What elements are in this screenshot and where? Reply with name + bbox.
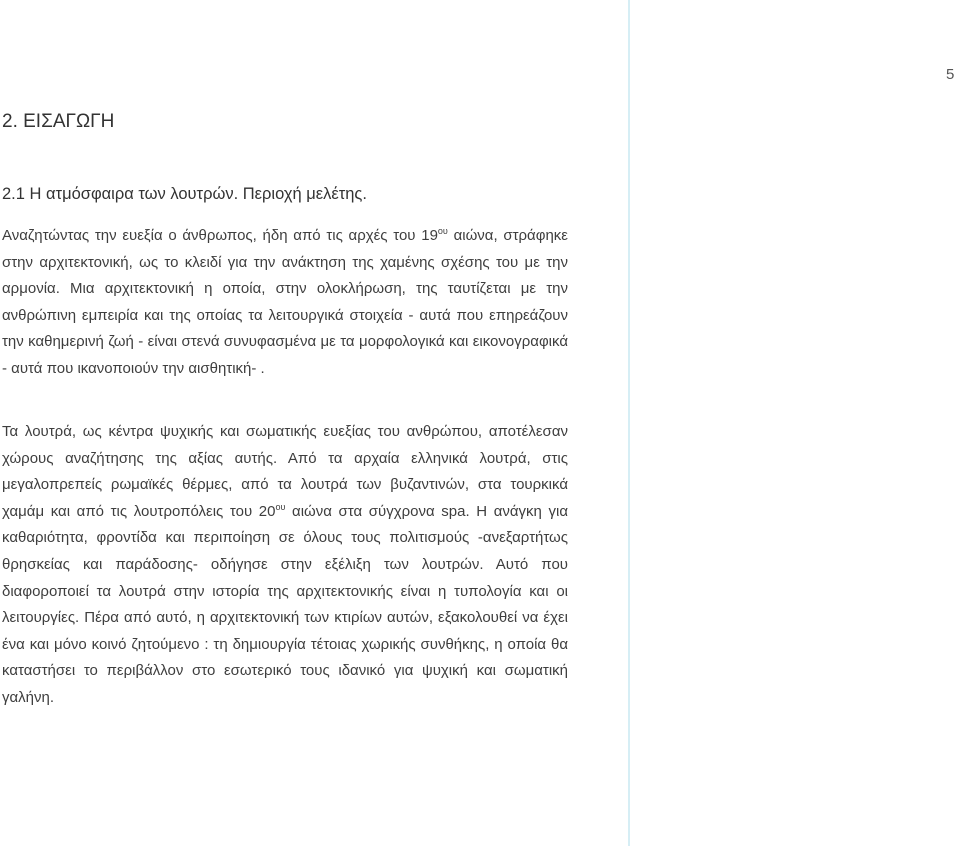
paragraph-2-superscript: ου: [275, 501, 286, 512]
paragraph-1-text-end: αιώνα, στράφηκε στην αρχιτεκτονική, ως το κλειδί για την ανάκτηση της χαμένης σχέσης του με την αρμονία. Μια αρχιτεκτονική η οποία, στην ολοκλήρωση, της ταυτίζεται με την ανθρώπινη εμπειρία και της οποίας τα λειτουργικά στοιχεία - αυτά που επηρεάζουν την καθημερινή ζωή - είναι στενά συνυφασμένα με τα μορφολογικά και εικονογραφικά - αυτά που ικανοποιούν την αισθητική- .: [2, 227, 568, 377]
page-number: 5: [946, 66, 955, 83]
section-title: 2.1 Η ατμόσφαιρα των λουτρών. Περιοχή μελέτης.: [2, 185, 367, 203]
paragraph-1: [2, 223, 568, 383]
paragraph-2-text-start: Τα λουτρά, ως κέντρα ψυχικής και σωματικής ευεξίας του ανθρώπου, αποτέλεσαν χώρους αναζήτησης της αξίας αυτής. Από τα αρχαία ελληνικά λουτρά, στις μεγαλοπρεπείς ρωμαϊκές θέρμες, από τα λουτρά των βυζαντινών, στα τουρκικά χαμάμ και από τις λουτροπόλεις του 20: [2, 423, 568, 520]
chapter-title: 2. ΕΙΣΑΓΩΓΗ: [2, 111, 115, 132]
paragraph-1-text-start: Αναζητώντας την ευεξία ο άνθρωπος, ήδη από τις αρχές του 19: [2, 227, 438, 244]
margin-rule: [628, 0, 630, 846]
paragraph-2-text-end: αιώνα στα σύγχρονα spa. Η ανάγκη για καθαριότητα, φροντίδα και περιποίηση σε όλους τους πολιτισμούς -ανεξαρτήτως θρησκείας και παράδοσης- οδήγησε στην εξέλιξη των λουτρών. Αυτό που διαφοροποιεί τα λουτρά στην ιστορία της αρχιτεκτονικής είναι η τυπολογία και οι λειτουργίες. Πέρα από αυτό, η αρχιτεκτονική των κτιρίων αυτών, εξακολουθεί να έχει ένα και μόνο κοινό ζητούμενο : τη δημιουργία τέτοιας χωρικής συνθήκης, η οποία θα καταστήσει το περιβάλλον στο εσωτερικό τους ιδανικό για ψυχική και σωματική γαλήνη.: [2, 502, 568, 706]
paragraph-1-superscript: ου: [437, 226, 448, 236]
paragraph-2: [2, 419, 568, 712]
